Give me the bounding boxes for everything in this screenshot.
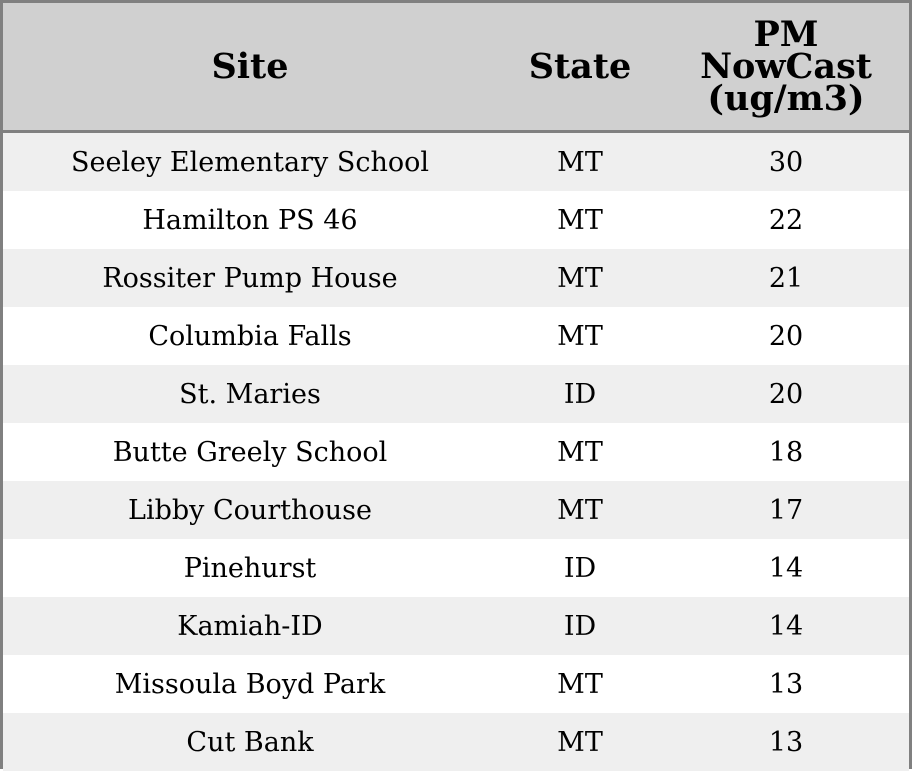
cell-site: Pinehurst bbox=[183, 552, 317, 584]
cell-pm-nowcast: 14 bbox=[768, 610, 804, 642]
cell-site: Libby Courthouse bbox=[128, 494, 372, 526]
cell-site: Butte Greely School bbox=[112, 436, 388, 468]
header-pm-nowcast bbox=[663, 3, 909, 130]
cell-state: MT bbox=[557, 262, 603, 294]
cell-site: Seeley Elementary School bbox=[70, 146, 430, 178]
table-row bbox=[3, 191, 909, 249]
cell-site: St. Maries bbox=[179, 378, 321, 410]
cell-state: MT bbox=[557, 668, 603, 700]
cell-pm-nowcast: 17 bbox=[768, 494, 804, 526]
cell-site: Missoula Boyd Park bbox=[114, 668, 386, 700]
table-row bbox=[3, 597, 909, 655]
cell-pm-nowcast: 22 bbox=[768, 204, 804, 236]
table-row bbox=[3, 655, 909, 713]
cell-pm-nowcast: 30 bbox=[768, 146, 804, 178]
cell-state: ID bbox=[563, 552, 597, 584]
table-row bbox=[3, 481, 909, 539]
cell-pm-nowcast: 13 bbox=[768, 726, 804, 758]
cell-state: MT bbox=[557, 436, 603, 468]
cell-state: MT bbox=[557, 320, 603, 352]
cell-site: Hamilton PS 46 bbox=[142, 204, 358, 236]
table-row bbox=[3, 365, 909, 423]
cell-pm-nowcast: 20 bbox=[768, 320, 804, 352]
cell-state: MT bbox=[557, 494, 603, 526]
table-row bbox=[3, 539, 909, 597]
table-body bbox=[3, 133, 909, 771]
cell-pm-nowcast: 21 bbox=[768, 262, 804, 294]
header-site bbox=[3, 3, 497, 130]
table-row bbox=[3, 133, 909, 191]
header-state bbox=[497, 3, 663, 130]
table-row bbox=[3, 307, 909, 365]
cell-state: ID bbox=[563, 610, 597, 642]
cell-state: MT bbox=[557, 146, 603, 178]
cell-state: MT bbox=[557, 726, 603, 758]
cell-site: Rossiter Pump House bbox=[102, 262, 398, 294]
cell-pm-nowcast: 20 bbox=[768, 378, 804, 410]
cell-state: MT bbox=[557, 204, 603, 236]
cell-site: Kamiah-ID bbox=[177, 610, 323, 642]
table-row bbox=[3, 713, 909, 771]
table-row bbox=[3, 249, 909, 307]
cell-pm-nowcast: 14 bbox=[768, 552, 804, 584]
cell-pm-nowcast: 13 bbox=[768, 668, 804, 700]
table-row bbox=[3, 423, 909, 481]
cell-pm-nowcast: 18 bbox=[768, 436, 804, 468]
cell-site: Cut Bank bbox=[186, 726, 314, 758]
cell-state: ID bbox=[563, 378, 597, 410]
header-pm-nowcast-label: PM NowCast (ug/m3) bbox=[700, 13, 872, 119]
cell-site: Columbia Falls bbox=[148, 320, 352, 352]
header-site-label: Site bbox=[211, 45, 289, 87]
table-header-row bbox=[3, 3, 909, 133]
header-state-label: State bbox=[528, 45, 632, 87]
